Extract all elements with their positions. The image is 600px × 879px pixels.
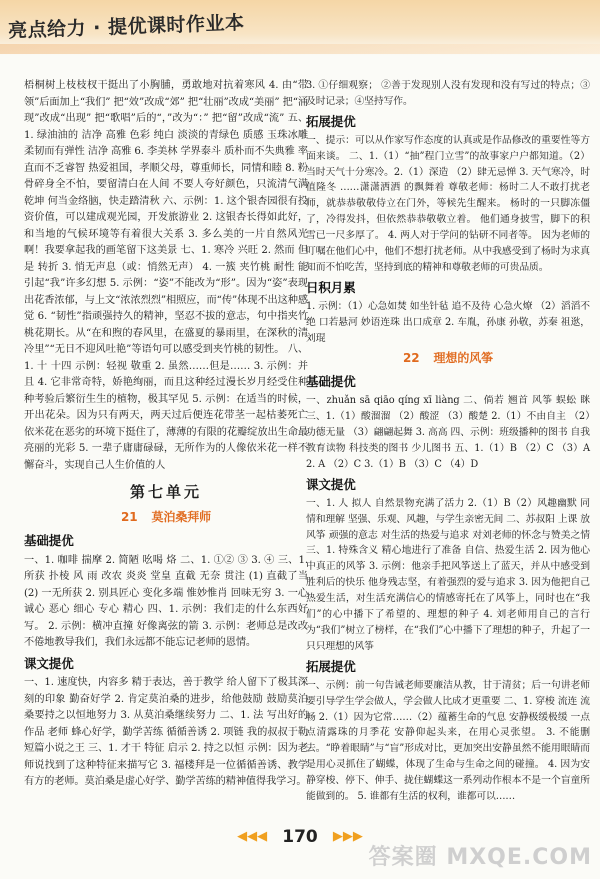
section-daily: 日积月累: [306, 279, 356, 295]
right-column: [306, 78, 590, 805]
section-expand: 拓展提优: [306, 658, 356, 674]
brand-title: 亮点给力 · 提优课时作业本: [7, 11, 245, 43]
answer-block: 一、1. 人 拟人 自然景物充满了活力 2.（1）B（2）风趣幽默 同情和理解 坚强、乐观、风趣，与学生亲密无间 二、苏叔阳 上课 放风筝 顽强的意志 对生活的热爱与追求 对刘老师的怀念与赞美之情 三、1. 特殊含义 精心地进行了准备 自信、热爱生活 2. 因为他心中真正的风筝 3. 示例：他亲手把风筝送上了蓝天，并从中感受到胜利后的快乐 他身残志坚，有着强烈的爱与追求 3. 因为他把自己热爱生活，对生活充满信心的情感寄托在了风筝上，同时也在“我们”的心中播下了希望的、理想的种子 4. 刘老师用自己的言行为“我们”树立了榜样，在“我们”心中播下了理想的种子，升起了一只只理想的风筝: [306, 497, 590, 652]
answer-block: 一、zhuǎn sā qiāo qíng xī liàng 二、倘若 翘首 风筝 蜈蚣 眯 三、1.（1）酸溜溜 （2）酸涩 （3）酸楚 2.（1）不由自主 （2）功德无量 （3）翩翩起舞 3. 高高 四、示例：班级播种的图书 自我教育读物 科技类的图书 少儿图书 五、1.（1）B （2）C （3）A 2. A （2）C 3.（1）B （3）C （4）D: [306, 395, 590, 470]
answer-block: 一、1. 咖啡 揣摩 2. 简陋 吆喝 烙 二、1. ①② ③ 3. ④ 三、1. 所获 扑棱 风 雨 改农 炎炎 堂皇 直截 无奈 贯注 (1) 直截了当 (2) 一无所获 2. 别具匠心 变化多端 惟妙惟肖 回味无穷 3. 一心 诚心 恶心 细心 专心 精心 四、1. 示例：我们走的什么东西好写。 2. 示例：横冲直撞 好像离弦的箭 3. 示例：老师总是改改不倦地教导我们，我们永远都不能忘记老师的恩情。: [24, 554, 308, 648]
lesson-heading: [306, 351, 590, 367]
lesson-title: 莫泊桑拜师: [151, 509, 212, 524]
lesson-heading: [24, 509, 308, 526]
section-basic: 基础提优: [306, 374, 356, 390]
answer-block: 一、提示：可以从作家写作态度的认真或是作品修改的重要性等方面来谈。 二、1.（1）“抽”程门立雪”的故事家户户都知道。（2）当时天气十分寒冷。2.（1）深造 （2）肆无忌惮 3. 天气寒冷，时值隆冬 ……潇潇洒洒 的飘舞着 尊敬老师：杨时二人不敢打扰老师，就恭恭敬敬侍立在门外，等候先生醒来。 杨时的一只脚冻僵了，冷得发抖，但依然恭恭敬敬立着。 他们通身披雪，脚下的积雪已一尺多厚了。 4. 两人对于学问的钻研不同者等。 因为老师的叮嘱在他们心中，他们不想打扰老师。从中我感受到了杨时为求真知而不怕吃苦，坚持到底的精神和尊敬老师的可贵品质。: [306, 134, 590, 273]
lesson-title: 理想的风筝: [433, 350, 494, 365]
section-expand: 拓展提优: [306, 113, 356, 129]
unit-title: 第七单元: [129, 483, 202, 501]
header-stripe: [0, 44, 600, 54]
lesson-number: 21: [120, 509, 138, 524]
page-number: 170: [282, 826, 318, 847]
section-text: 课文提优: [24, 655, 74, 671]
section-text: 课文提优: [306, 476, 356, 492]
answer-block: 1. 示例：（1）心急如焚 如坐针毡 追不及待 心急火燎 （2）滔滔不绝 口若悬河 妙语连珠 出口成章 2. 车胤，孙康 孙敬，苏秦 祖逖，刘琨: [306, 300, 590, 344]
left-column: [24, 78, 308, 791]
watermark-logo: 答案圈 MXQE.COM: [368, 845, 592, 870]
lesson-number: 22: [402, 350, 420, 365]
answer-block: 3. ①仔细观察； ②善于发现别人没有发现和没有写过的特点；③及时记录；④坚持写作。: [306, 80, 590, 107]
arrows-left-icon: ◀◀◀: [237, 829, 268, 844]
arrows-right-icon: ▶▶▶: [332, 829, 363, 844]
answer-block: 一、示例：前一句告诫老师要廉洁从教，甘于清贫；后一句讲老师要引导学生学会做人，学会做人比成才更重要 二、1. 穿梭 流连 流畅 2.（1）因为它常……（2）蕴蓄生命的气息 安静极缓极缓 一点点清露珠的月季花 安静仰起头来，在用心灵张望。 3. 不能删去。“睁着眼睛”与“盲”形成对比，更加突出安静虽然不能用眼睛而是用心灵抓住了蝴蝶，体现了生命与生命之间的碰撞。 4. 因为安静穿梭、停下、伸手、拢住蝴蝶这一系列动作根本不是一个盲童所能做到的。 5. 谁都有生活的权利，谁都可以……: [306, 679, 590, 803]
section-basic: 基础提优: [24, 533, 74, 548]
answer-block: 一、1. 速度快，内容多 精于表达，善于教学 给人留下了极其深刻的印象 勤奋好学 2. 肯定莫泊桑的进步，给他鼓励 鼓励莫泊桑要持之以恒地努力 3. 从莫泊桑继续努力 二、1. 法 写出好的作品 老师 蜂心好学，勤学苦练 循循善诱 2. 项链 我的叔叔于勒 短篇小说之王 三、1. 才干 特征 启示 2. 持之以恒 示例：因为老师说找到了这种特征来描写它 3. 福楼拜是一位循循善诱、教学有方的老师。莫泊桑是虚心好学、勤学苦练的精神值得我学习。: [24, 677, 308, 787]
answer-block: 梧桐树上枝枝杈干挺出了小胸脯，勇敢地对抗着寒风 4. 由“带领”后面加上“我们” 把“效”改成“郊” 把“壮丽”改成“美丽” 把“涌现”改成“出现” 把“歌唱”后的“，”改为“：” 把“留”改成“流” 五、1. 绿油油的 洁净 高雅 色彩 纯白 淡淡的青绿色 质感 玉珠冰雕 柔韧而有弹性 洁净 高雅 6. 李美林 学界泰斗 质朴而不失典雅 率直而不乏睿智 热爱祖国，孝顺父母，尊重师长，同情和睦 8. 粉骨碎身全不怕，要留清白在人间 不要人夸好颜色，只流清气满乾坤 何当金络脑，快走踏清秋 六、示例：1. 这个银杏园很有投资价值，可以建成观光园，开发旅游业 2. 这银杏长得如此好，和当地的气候环境等有着很大关系 3. 多么美的一片自然风光啊！我要拿起我的画笔留下这美景 七、1. 寒冷 兴旺 2. 然而 但是 转折 3. 悄无声息（或：悄然无声） 4. 一簇 夹竹桃 耐性 能引起“我”许多幻想 5. 示例：“姿”不能改为“形”。因为“姿”表现出花香浓郁，与上文“浓浓烈烈”相照应，而“传”体现不出这种感觉 6. “韧性”指顽强持久的精神，坚忍不拔的意志，句中指夹竹桃花期长。从“在和煦的春风里，在盛夏的暴雨里，在深秋的清冷里”“无日不迎风吐艳”等语句可以感受到夹竹桃的韧性。 八、1. 十 十四 示例：轻视 敬重 2. 虽然……但是…… 3. 示例：并且 4. 它非常奇特，娇艳绚丽，而且这种经过漫长岁月经受住种种考验后繁衍生生的植物，极其罕见 5. 示例：在适当的时候，开出花朵。因为只有两天，两天过后便连花带茎一起枯萎死亡 依米花在恶劣的环境下挺住了，薄薄的有限的花瓣绽放出生命最亮丽的光彩 5. 一辈子庸庸碌碌，无所作为的人像依米花一样不懈奋斗，实现自己人生价值的人: [24, 80, 308, 471]
